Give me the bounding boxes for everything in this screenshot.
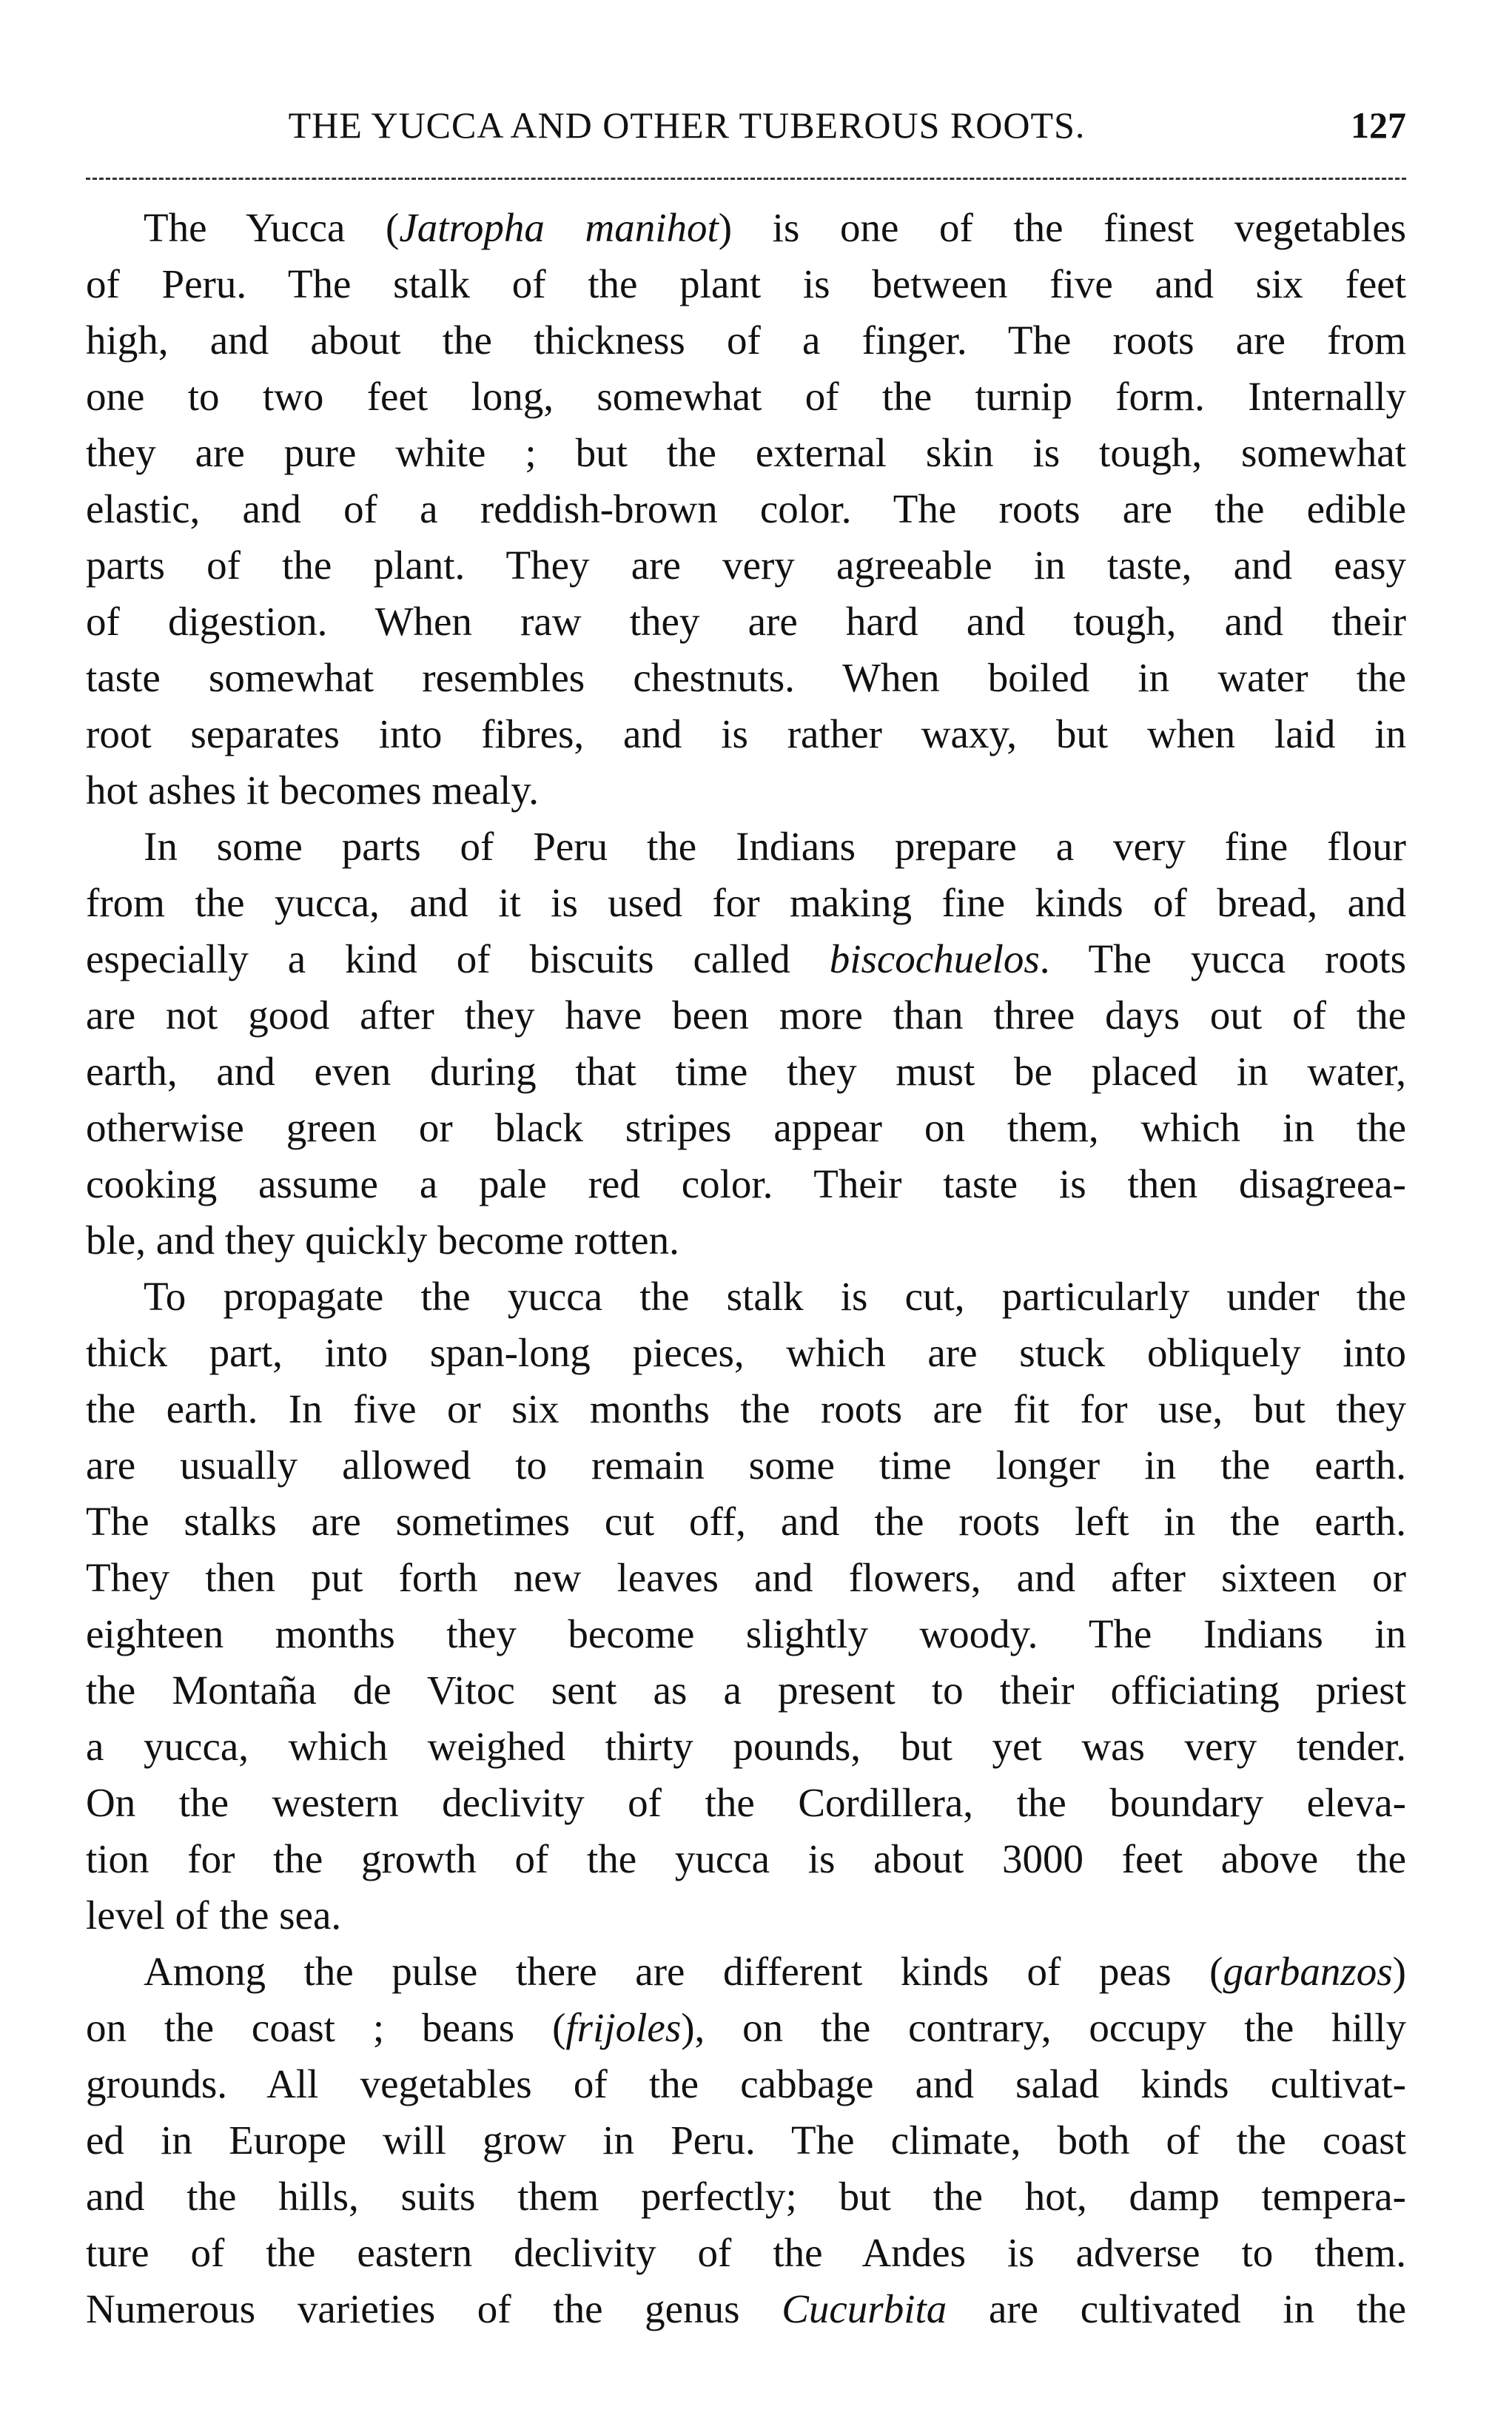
text-segment: especially a kind of biscuits called xyxy=(86,936,830,981)
text-segment: are usually allowed to remain some time longer in the earth. xyxy=(86,1442,1406,1488)
text-segment: tion for the growth of the yucca is about 3000 feet above the xyxy=(86,1836,1406,1881)
text-segment: parts of the plant. They are very agreeable in taste, and easy xyxy=(86,543,1406,588)
text-line xyxy=(86,312,1406,369)
paragraph xyxy=(86,1269,1406,1944)
text-segment: ture of the eastern declivity of the Andes is adverse to them. xyxy=(86,2230,1406,2275)
text-segment: Among the pulse there are different kinds of peas ( xyxy=(144,1949,1223,1994)
text-line xyxy=(86,706,1406,762)
text-segment: are not good after they have been more than three days out of the xyxy=(86,993,1406,1038)
text-segment: grounds. All vegetables of the cabbage and salad kinds cultivat- xyxy=(86,2061,1406,2106)
text-segment: high, and about the thickness of a finger. The roots are from xyxy=(86,318,1406,363)
italic-term: garbanzos xyxy=(1223,1949,1393,1994)
text-segment: The stalks are sometimes cut off, and the roots left in the earth. xyxy=(86,1499,1406,1544)
text-line xyxy=(86,762,1406,819)
text-line xyxy=(86,1044,1406,1100)
text-segment: On the western declivity of the Cordillera, the boundary eleva- xyxy=(86,1780,1406,1825)
text-segment: root separates into fibres, and is rather waxy, but when laid in xyxy=(86,711,1406,756)
running-title: THE YUCCA AND OTHER TUBEROUS ROOTS. xyxy=(288,104,1086,146)
text-segment: thick part, into span-long pieces, which are stuck obliquely into xyxy=(86,1330,1406,1375)
italic-term: biscochuelos xyxy=(829,936,1040,981)
text-line xyxy=(86,594,1406,650)
paragraph xyxy=(86,1944,1406,2337)
text-line xyxy=(86,1719,1406,1775)
text-segment: they are pure white ; but the external skin is tough, somewhat xyxy=(86,430,1406,475)
text-segment: the earth. In five or six months the roots are fit for use, but they xyxy=(86,1386,1406,1431)
text-line xyxy=(86,2169,1406,2225)
text-segment: the Montaña de Vitoc sent as a present to their officiating priest xyxy=(86,1667,1406,1713)
text-segment: elastic, and of a reddish-brown color. The roots are the edible xyxy=(86,486,1406,531)
text-segment: The Yucca ( xyxy=(144,205,400,250)
text-line xyxy=(86,875,1406,931)
text-segment: one to two feet long, somewhat of the turnip form. Internally xyxy=(86,374,1406,419)
text-line xyxy=(86,819,1406,875)
text-line xyxy=(86,1494,1406,1550)
text-line xyxy=(86,931,1406,987)
text-line xyxy=(86,256,1406,312)
text-segment: ed in Europe will grow in Peru. The climate, both of the coast xyxy=(86,2117,1406,2163)
text-segment: ), on the contrary, occupy the hilly xyxy=(681,2005,1406,2050)
text-line xyxy=(86,1944,1406,2000)
text-segment: and the hills, suits them perfectly; but the hot, damp tempera- xyxy=(86,2174,1406,2219)
body-text xyxy=(86,200,1406,2337)
text-line xyxy=(86,1269,1406,1325)
text-line xyxy=(86,1325,1406,1381)
text-line xyxy=(86,2281,1406,2337)
text-segment: Numerous varieties of the genus xyxy=(86,2286,782,2331)
text-line xyxy=(86,200,1406,256)
text-line xyxy=(86,1887,1406,1944)
text-segment: hot ashes it becomes mealy. xyxy=(86,768,539,813)
text-line xyxy=(86,1775,1406,1831)
text-line xyxy=(86,2000,1406,2056)
text-line xyxy=(86,1100,1406,1156)
text-segment: ) xyxy=(1392,1949,1406,1994)
italic-term: frijoles xyxy=(565,2005,682,2050)
text-line xyxy=(86,2056,1406,2112)
text-line xyxy=(86,2225,1406,2281)
text-segment: level of the sea. xyxy=(86,1892,342,1938)
text-segment: of digestion. When raw they are hard and tough, and their xyxy=(86,599,1406,644)
text-line xyxy=(86,369,1406,425)
paragraph xyxy=(86,819,1406,1269)
text-line xyxy=(86,481,1406,537)
text-segment: otherwise green or black stripes appear on them, which in the xyxy=(86,1105,1406,1150)
text-segment: cooking assume a pale red color. Their taste is then disagreea- xyxy=(86,1161,1406,1206)
text-segment: To propagate the yucca the stalk is cut, particularly under the xyxy=(144,1274,1406,1319)
header-rule xyxy=(86,178,1406,180)
text-line xyxy=(86,1212,1406,1269)
text-segment: . The yucca roots xyxy=(1039,936,1407,981)
text-segment: earth, and even during that time they must be placed in water, xyxy=(86,1049,1406,1094)
italic-term: Jatropha manihot xyxy=(399,205,719,250)
text-line xyxy=(86,1156,1406,1212)
text-segment: In some parts of Peru the Indians prepare a very fine flour xyxy=(144,824,1406,869)
text-segment: ble, and they quickly become rotten. xyxy=(86,1218,679,1263)
text-segment: a yucca, which weighed thirty pounds, but yet was very tender. xyxy=(86,1724,1406,1769)
italic-term: Cucurbita xyxy=(782,2286,947,2331)
text-line xyxy=(86,1606,1406,1662)
text-line xyxy=(86,1550,1406,1606)
text-segment: on the coast ; beans ( xyxy=(86,2005,566,2050)
text-line xyxy=(86,987,1406,1044)
text-line xyxy=(86,1381,1406,1437)
text-line xyxy=(86,650,1406,706)
text-line xyxy=(86,1437,1406,1494)
text-segment: of Peru. The stalk of the plant is between five and six feet xyxy=(86,261,1406,306)
page-header xyxy=(86,104,1406,155)
text-segment: They then put forth new leaves and flowers, and after sixteen or xyxy=(86,1555,1406,1600)
text-segment: ) is one of the finest vegetables xyxy=(718,205,1407,250)
text-line xyxy=(86,1831,1406,1887)
text-segment: from the yucca, and it is used for making fine kinds of bread, and xyxy=(86,880,1406,925)
text-segment: taste somewhat resembles chestnuts. When boiled in water the xyxy=(86,655,1406,700)
text-line xyxy=(86,1662,1406,1719)
paragraph xyxy=(86,200,1406,819)
text-line xyxy=(86,425,1406,481)
text-segment: eighteen months they become slightly woody. The Indians in xyxy=(86,1611,1406,1656)
page-number: 127 xyxy=(1351,104,1406,146)
text-segment: are cultivated in the xyxy=(947,2286,1406,2331)
text-line xyxy=(86,537,1406,594)
text-line xyxy=(86,2112,1406,2169)
